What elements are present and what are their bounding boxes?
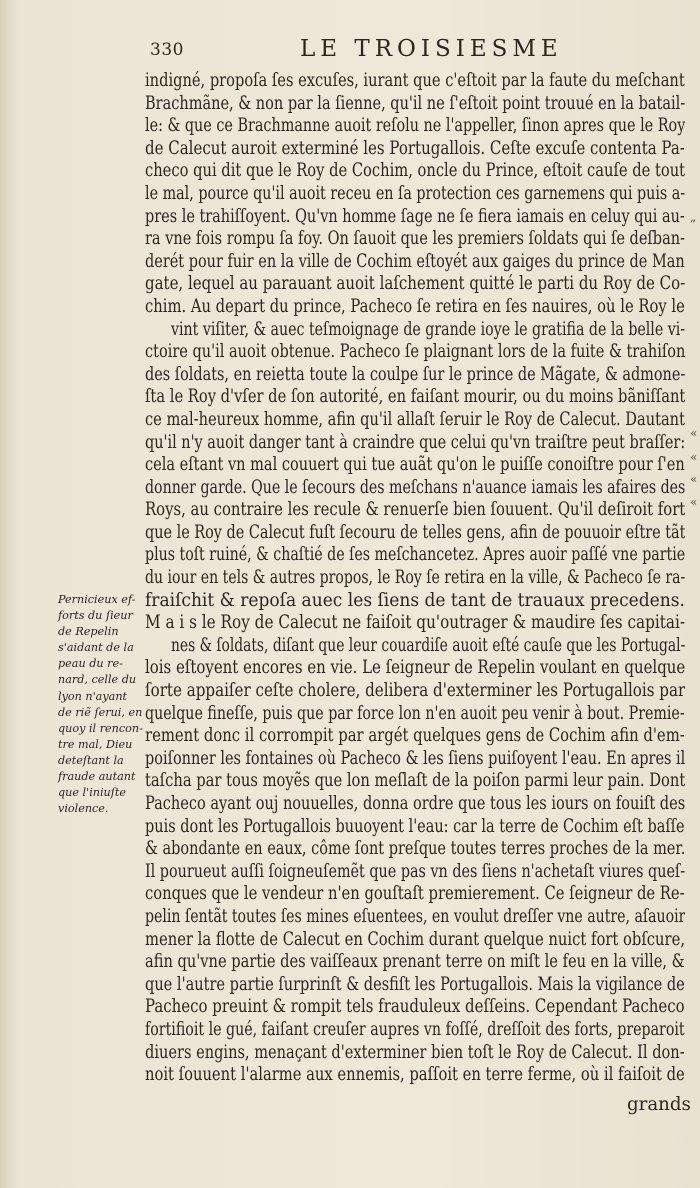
text-line: Pacheco ayant ouj nouuelles, donna ordre que tous les iours on fouiſt des bbox=[145, 793, 685, 814]
quote-mark: « bbox=[690, 450, 698, 464]
quote-mark: „ bbox=[690, 210, 697, 224]
quote-mark: « bbox=[690, 472, 698, 486]
text-line: gate, lequel au parauant auoit laſchement quitté le parti du Roy de Co- bbox=[145, 273, 685, 295]
marginal-note-line: s'aidant de la bbox=[58, 641, 134, 655]
text-line: Brachmãne, & non par la ſienne, qu'il ne ſ'eſtoit point trouué en la batail- bbox=[145, 92, 685, 114]
marginal-note-line: que l'iniuſte bbox=[58, 786, 127, 800]
text-line: derét pour fuir en la ville de Cochim eſtoyét aux gaiges du prince de Man bbox=[145, 250, 685, 272]
text-line: chim. Au depart du prince, Pacheco ſe retira en ſes nauires, où le Roy le bbox=[145, 295, 685, 317]
marginal-note-line: violence. bbox=[58, 802, 109, 816]
running-head: LE TROISIESME bbox=[300, 36, 563, 62]
text-line: checo qui dit que le Roy de Cochim, oncle du Prince, eſtoit cauſe de tout bbox=[145, 160, 685, 182]
text-line: Pacheco preuint & rompit tels frauduleux deſſeins. Cependant Pacheco bbox=[145, 996, 685, 1018]
text-line: que l'autre partie ſurprinſt & desfiſt les Portugallois. Mais la vigilance de bbox=[145, 973, 685, 995]
marginal-note-line: peau du re- bbox=[58, 657, 123, 671]
text-line: ſta le Roy d'vſer de ſon autorité, en faiſant mourir, ou du moins bãniſſant bbox=[145, 386, 685, 408]
catchword: grands bbox=[627, 1094, 691, 1115]
page-number: 330 bbox=[150, 40, 184, 60]
marginal-note-line: forts du ſieur bbox=[58, 609, 133, 623]
text-line: ſorte appaiſer ceſte cholere, delibera d'exterminer les Portugallois par bbox=[145, 680, 685, 702]
text-line: & abondante en eaux, côme ſont preſque toutes terres proches de la mer. bbox=[145, 838, 685, 860]
text-line: des ſoldats, en reietta toute la coulpe ſur le prince de Mãgate, & admone- bbox=[145, 363, 685, 385]
marginal-note-line: Pernicieux ef- bbox=[58, 593, 136, 606]
marginal-note-line: lyon n'ayant bbox=[58, 689, 128, 703]
text-line: cela eſtant vn mal couuert qui tue auãt qu'on le puiſſe conoiſtre pour ſ'en bbox=[145, 454, 685, 476]
text-line: poiſonner les fontaines où Pacheco & les ſiens puiſoyent l'eau. En apres il bbox=[145, 747, 685, 769]
text-line: mener la flotte de Calecut en Cochim durant quelque nuict fort obſcure, bbox=[145, 928, 685, 950]
text-line: ra vne fois rompu ſa foy. On ſauoit que les premiers ſoldats qui ſe deſban- bbox=[145, 228, 685, 250]
text-line: nes & ſoldats, diſant que leur couardiſe auoit eſté cauſe que les Portugal- bbox=[171, 634, 685, 656]
text-line: Il pourueut auſſi ſoigneuſemẽt que pas vn des ſiens n'achetaſt viures queſ- bbox=[145, 860, 685, 882]
text-line: vint viſiter, & auec teſmoignage de grande ioye le gratifia de la belle vi- bbox=[171, 318, 685, 340]
text-line: ce mal-heureux homme, afin qu'il allaſt ſeruir le Roy de Calecut. Dautant bbox=[145, 408, 685, 430]
marginal-note-line: de riẽ ſerui, en bbox=[58, 705, 143, 719]
text-line: ctoire qu'il auoit obtenue. Pacheco ſe plaignant lors de la fuite & trahiſon bbox=[145, 341, 685, 363]
text-line: fortifioit le gué, faiſant creuſer aupres vn foſſé, dreſſoit des forts, preparoit bbox=[145, 1018, 685, 1040]
text-line: fraiſchit & repoſa auec les ſiens de tant de trauaux precedens. bbox=[145, 589, 685, 611]
quote-mark: « bbox=[690, 495, 698, 509]
text-line: taſcha par tous moyẽs que lon meſlaſt de la poiſon parmi leur pain. Dont bbox=[145, 770, 685, 792]
marginal-note-line: nard, celle du bbox=[58, 673, 137, 687]
text-line: noit ſouuent l'alarme aux ennemis, paſſoit en terre ferme, où il faiſoit de bbox=[145, 1064, 685, 1086]
marginal-note-line: fraude autant bbox=[58, 770, 136, 784]
text-line: le mal, pource qu'il auoit receu en ſa protection ces garnemens qui puis a- bbox=[145, 182, 685, 204]
text-line: indigné, propoſa ſes excuſes, iurant que c'eſtoit par la faute du meſchant bbox=[145, 70, 685, 91]
text-line: pelin ſentãt toutes ſes mines eſuentees, en voulut dreſſer vne autre, aſauoir bbox=[145, 905, 685, 927]
body-text bbox=[145, 70, 685, 1087]
text-line: qu'il n'y auoit danger tant à craindre que celui qu'vn traiſtre peut braſſer: bbox=[145, 431, 685, 453]
text-line: que le Roy de Calecut fuſt ſecouru de telles gens, afin de pouuoir eſtre tãt bbox=[145, 521, 685, 543]
text-line: lois eſtoyent encores en vie. Le ſeigneur de Repelin voulant en quelque bbox=[145, 657, 685, 679]
text-line: afin qu'vne partie des vaiſſeaux prenant terre on miſt le feu en la ville, & bbox=[145, 951, 685, 973]
marginal-note-line: quoy il rencon- bbox=[58, 721, 143, 735]
text-line: donner garde. Que le ſecours des meſchans n'auance iamais les afaires des bbox=[145, 476, 685, 498]
marginal-note-line: de Repelin bbox=[58, 625, 119, 639]
text-line: Roys, au contraire les recule & renuerſe bien ſouuent. Qu'il deſiroit fort bbox=[145, 499, 685, 521]
text-line: M a i s le Roy de Calecut ne faiſoit qu'outrager & maudire ſes capitai- bbox=[145, 612, 685, 634]
text-line: puis dont les Portugallois buuoyent l'eau: car la terre de Cochim eſt baſſe bbox=[145, 815, 685, 837]
marginal-note bbox=[58, 592, 143, 817]
text-line: pres le trahiſſoyent. Qu'vn homme ſage ne ſe fiera iamais en celuy qui au- bbox=[145, 205, 685, 227]
text-line: plus toſt ruiné, & chaſtié de ſes meſchancetez. Apres auoir paſſé vne partie bbox=[145, 544, 685, 566]
text-line: quelque fineſſe, puis que par force lon n'en auoit peu venir à bout. Premie- bbox=[145, 702, 685, 724]
text-line: diuers engins, menaçant d'exterminer bien toſt le Roy de Calecut. Il don- bbox=[145, 1041, 685, 1063]
text-line: de Calecut auroit exterminé les Portugallois. Ceſte excuſe contenta Pa- bbox=[145, 137, 685, 159]
text-line: le: & que ce Brachmanne auoit reſolu ne l'appeller, ſinon apres que le Roy bbox=[145, 115, 685, 137]
marginal-note-line: tre mal, Dieu bbox=[58, 737, 133, 751]
text-line: rement donc il corrompit par argét quelques gens de Cochim afin d'em- bbox=[145, 725, 685, 747]
marginal-note-line: deteſtant la bbox=[58, 753, 124, 767]
text-line: conques que le vendeur n'en gouſtaſt premierement. Ce ſeigneur de Re- bbox=[145, 883, 685, 905]
text-line: du iour en tels & autres propos, le Roy ſe retira en la ville, & Pacheco ſe ra- bbox=[145, 567, 685, 589]
quote-mark: « bbox=[690, 426, 698, 440]
